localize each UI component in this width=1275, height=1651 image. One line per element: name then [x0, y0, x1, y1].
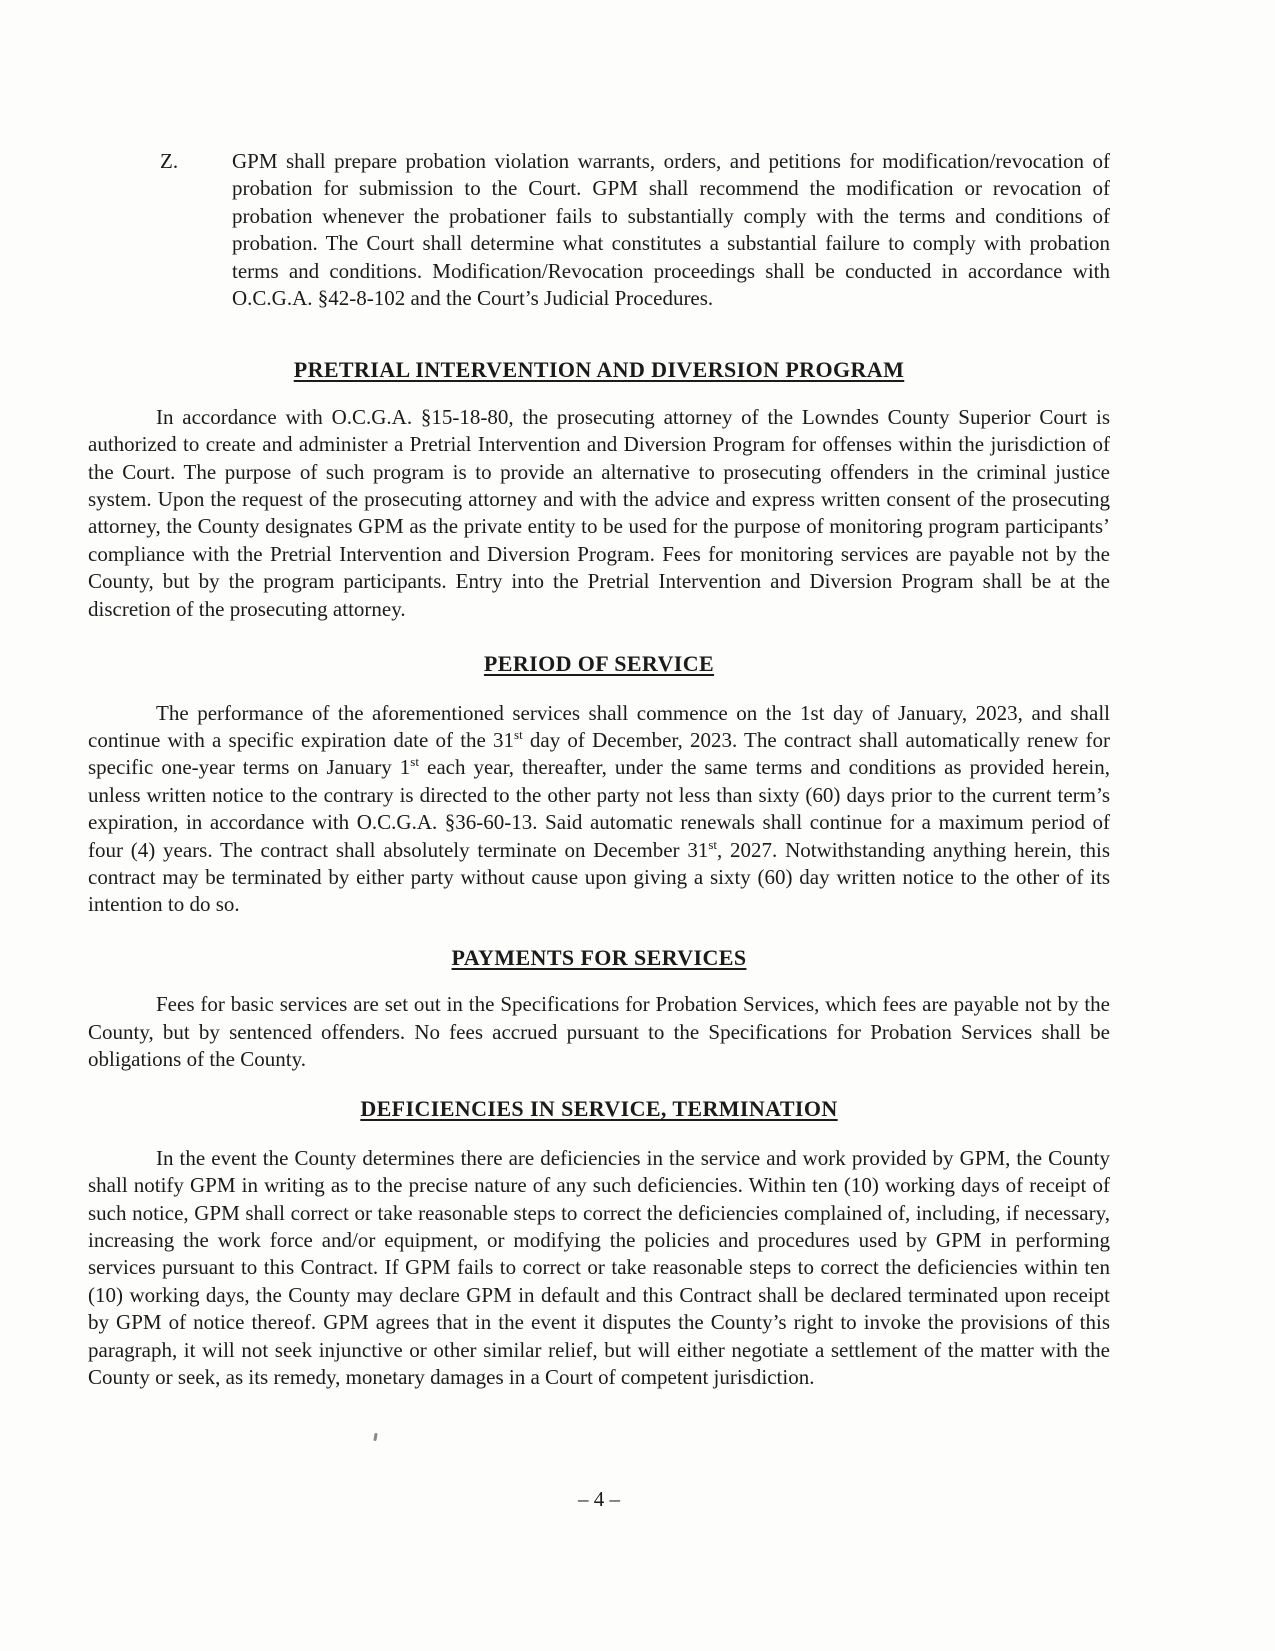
superscript-st: st [514, 726, 523, 742]
paragraph-text-segment: each year, thereafter, under the same terms and conditions as provided herein, unless written notice to the contrary is directed to the other party not less than sixty (60) days prior to the current term’s expiration, in accordance with O.C.G.A. §36-60-13. Said automatic renewals shall continue for a maximum period of four (4) years. The contract shall absolutely terminate on December 31 [88, 755, 1110, 862]
section-heading-pretrial-intervention: PRETRIAL INTERVENTION AND DIVERSION PROGRAM [293, 357, 905, 383]
scan-artifact-mark [373, 1433, 377, 1441]
item-z-label: Z. [160, 149, 179, 173]
section-heading-deficiencies-termination: DEFICIENCIES IN SERVICE, TERMINATION [360, 1096, 838, 1122]
paragraph-text-segment: day of December, 2023. The contract shall automatically renew for specific one-year terms on January 1 [88, 727, 1110, 780]
list-item-z [88, 148, 1110, 312]
paragraph-pretrial-intervention: In accordance with O.C.G.A. §15-18-80, the prosecuting attorney of the Lowndes County Superior Court is authorized to create and administer a Pretrial Intervention and Diversion Program for offenses within the jurisdiction of the Court. The purpose of such program is to provide an alternative to prosecuting offenders in the criminal justice system. Upon the request of the prosecuting attorney and with the advice and express written consent of the prosecuting attorney, the County designates GPM as the private entity to be used for the purpose of monitoring program participants’ compliance with the Pretrial Intervention and Diversion Program. Fees for monitoring services are payable not by the County, but by the program participants. Entry into the Pretrial Intervention and Diversion Program shall be at the discretion of the prosecuting attorney. [88, 404, 1110, 621]
paragraph-text-segment: , 2027. Notwithstanding anything herein, this contract may be terminated by either party without cause upon giving a sixty (60) day written notice to the other of its intention to do so. [88, 837, 1110, 917]
paragraph-deficiencies-termination: In the event the County determines there are deficiencies in the service and work provided by GPM, the County shall notify GPM in writing as to the precise nature of any such deficiencies. Within ten (10) working days of receipt of such notice, GPM shall correct or take reasonable steps to correct the deficiencies complained of, including, if necessary, increasing the work force and/or equipment, or modifying the policies and procedures used by GPM in performing services pursuant to this Contract. If GPM fails to correct or take reasonable steps to correct the deficiencies within ten (10) working days, the County may declare GPM in default and this Contract shall be declared terminated upon receipt by GPM of notice thereof. GPM agrees that in the event it disputes the County’s right to invoke the provisions of this paragraph, it will not seek injunctive or other similar relief, but will either negotiate a settlement of the matter with the County or seek, as its remedy, monetary damages in a Court of competent jurisdiction. [88, 1145, 1110, 1390]
page-number: – 4 – [578, 1487, 620, 1511]
paragraph-period-of-service [88, 700, 1110, 919]
paragraph-text-segment: The performance of the aforementioned services shall commence on the 1st day of January, 2023, and shall continue with a specific expiration date of the 31 [88, 700, 1110, 752]
section-heading-payments-for-services: PAYMENTS FOR SERVICES [451, 944, 747, 970]
item-z-text: GPM shall prepare probation violation warrants, orders, and petitions for modification/revocation of probation for submission to the Court. GPM shall recommend the modification or revocation of probation whenever the probationer fails to substantially comply with the terms and conditions of probation. The Court shall determine what constitutes a substantial failure to comply with probation terms and conditions. Modification/Revocation proceedings shall be conducted in accordance with O.C.G.A. §42-8-102 and the Court’s Judicial Procedures. [232, 149, 1110, 311]
superscript-st: st [410, 754, 419, 770]
paragraph-payments-for-services: Fees for basic services are set out in the Specifications for Probation Services, which fees are payable not by the County, but by sentenced offenders. No fees accrued pursuant to the Specifications for Probation Services shall be obligations of the County. [88, 992, 1110, 1071]
section-heading-period-of-service: PERIOD OF SERVICE [483, 651, 715, 677]
superscript-st: st [708, 836, 718, 852]
